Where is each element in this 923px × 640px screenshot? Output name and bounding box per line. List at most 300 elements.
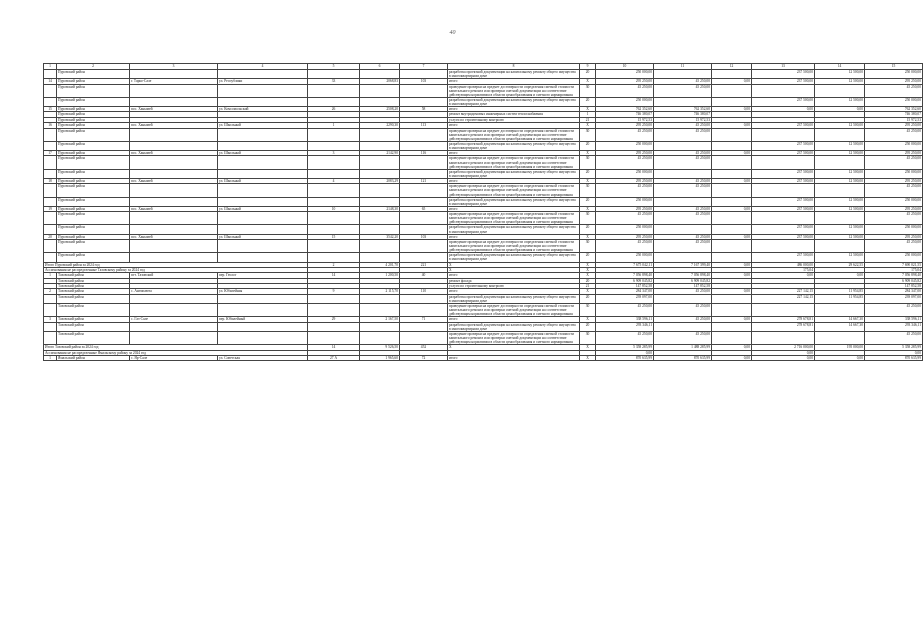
table-cell: 0,00 (712, 123, 752, 128)
table-cell: 9 526,50 (360, 345, 400, 350)
table-cell (130, 294, 218, 303)
table-cell: разработка проектной документации на капитальному ремонту общего имущества в многоквартирном доме (448, 253, 580, 262)
table-cell: Пуровский район (57, 123, 130, 128)
table-cell: 295 250,00 (865, 123, 923, 128)
table-cell: проведение проверки на предмет достоверности определения сметной стоимости капитального ремонта или проверки сметной документации на соответствие действующим нормативам в области ценообразования и сметного нормирования (448, 184, 580, 197)
table-cell: 45 250,00 (865, 331, 923, 344)
table-cell (44, 156, 57, 169)
table-cell (308, 322, 360, 331)
table-cell (815, 212, 865, 225)
table-cell: 0,00 (596, 350, 654, 355)
table-cell: 12 500,00 (815, 253, 865, 262)
table-cell: 338 596,11 (596, 317, 654, 322)
table-cell (130, 184, 218, 197)
table-cell (400, 156, 448, 169)
table-cell: с. Яр-Сале (130, 355, 218, 360)
table-cell (218, 304, 308, 317)
table-cell: 0,00 (712, 206, 752, 211)
table-row (44, 294, 923, 303)
table-cell (130, 331, 218, 344)
table-cell: X (580, 262, 596, 267)
table-cell: 2083,29 (360, 178, 400, 183)
table-cell: 45 250,00 (865, 84, 923, 97)
table-cell (712, 294, 752, 303)
table-cell (654, 169, 712, 178)
table-cell: разработка проектной документации на капитальному ремонту общего имущества в многоквартирном доме (448, 97, 580, 106)
table-cell (400, 70, 448, 79)
table-cell: 295 250,00 (865, 79, 923, 84)
table-cell (130, 225, 218, 234)
table-cell: 7 056 898,40 (596, 273, 654, 278)
table-cell (308, 197, 360, 206)
table-row (44, 141, 923, 150)
table-cell: 0,00 (712, 345, 752, 350)
table-cell: Пуровский район (57, 206, 130, 211)
table-cell (360, 225, 400, 234)
table-cell (308, 253, 360, 262)
table-cell: Пуровский район (57, 169, 130, 178)
table-cell: Тазовский район (57, 317, 130, 322)
table-cell (360, 331, 400, 344)
table-cell: 0,00 (865, 350, 923, 355)
table-cell (44, 304, 57, 317)
table-cell (360, 156, 400, 169)
table-cell: 870 635,99 (596, 355, 654, 360)
table-cell: 15 (308, 234, 360, 239)
table-cell: 21 (580, 284, 596, 289)
table-cell: 45 250,00 (865, 212, 923, 225)
table-cell: 12 500,00 (815, 178, 865, 183)
table-cell: 5 358 285,99 (865, 345, 923, 350)
table-cell (44, 70, 57, 79)
table-cell: Пуровский район (57, 225, 130, 234)
table-cell: 0,00 (712, 289, 752, 294)
table-cell (130, 304, 218, 317)
table-cell: 0,00 (712, 107, 752, 112)
table-cell: Пуровский район (57, 70, 130, 79)
table-cell: 45 250,00 (596, 240, 654, 253)
table-cell: Тазовский район (57, 331, 130, 344)
table-cell: 7 056 898,40 (865, 273, 923, 278)
table-row (44, 240, 923, 253)
table-cell: г. Тарко-Сале (130, 79, 218, 84)
table-cell: 45 250,00 (596, 184, 654, 197)
column-number-cell: 2 (57, 64, 130, 70)
table-cell (400, 141, 448, 150)
table-cell: итого (448, 355, 580, 360)
table-cell: 18 (44, 178, 57, 183)
table-cell: 250 000,00 (596, 253, 654, 262)
table-cell (712, 322, 752, 331)
table-cell: 20 (580, 294, 596, 303)
table-cell (130, 84, 218, 97)
table-cell (308, 84, 360, 97)
table-cell: 103 (400, 234, 448, 239)
table-cell: 45 250,00 (865, 128, 923, 141)
table-cell: 237 500,00 (752, 253, 815, 262)
table-cell: 12 500,00 (815, 225, 865, 234)
table-cell: 237 500,00 (752, 151, 815, 156)
table-cell: 20 (580, 97, 596, 106)
table-cell (130, 141, 218, 150)
table-cell: 2 716 000,00 (752, 345, 815, 350)
table-cell: 147 852,58 (654, 284, 712, 289)
table-cell: Пуровский район (57, 240, 130, 253)
table-cell: 72 (400, 355, 448, 360)
table-cell (712, 240, 752, 253)
table-cell (815, 156, 865, 169)
table-cell: 6 909 045,82 (865, 278, 923, 283)
table-cell: 14 (308, 273, 360, 278)
table-cell: 284 347,00 (596, 289, 654, 294)
table-cell (44, 225, 57, 234)
table-cell: 250 000,00 (596, 97, 654, 106)
table-cell: 295 250,00 (596, 206, 654, 211)
table-cell: 71 (400, 317, 448, 322)
table-cell: X (580, 206, 596, 211)
table-cell (130, 70, 218, 79)
table-row (44, 304, 923, 317)
table-cell (712, 97, 752, 106)
table-cell: 116 (400, 151, 448, 156)
table-cell: 762 352,60 (865, 107, 923, 112)
subtotal-label: Ассигнования не распределенные Ямальскому району за 2024 год (44, 350, 308, 355)
table-cell (360, 197, 400, 206)
table-cell: 45 250,00 (654, 304, 712, 317)
table-cell (308, 240, 360, 253)
table-cell (712, 128, 752, 141)
table-cell: итого (448, 206, 580, 211)
table-cell (218, 84, 308, 97)
table-cell: 0,00 (815, 107, 865, 112)
table-cell: 278 678,81 (752, 317, 815, 322)
table-cell: 45 250,00 (654, 317, 712, 322)
table-cell: X (580, 273, 596, 278)
table-cell (130, 156, 218, 169)
table-cell: 45 250,00 (654, 240, 712, 253)
table-cell: 12 500,00 (815, 169, 865, 178)
table-cell: 30 (580, 240, 596, 253)
table-cell: X (580, 267, 596, 272)
table-cell: 237 500,00 (752, 197, 815, 206)
table-cell: 250 000,00 (865, 225, 923, 234)
table-cell: 295 250,00 (865, 151, 923, 156)
table-cell: Пуровский район (57, 197, 130, 206)
table-cell: 195 000,00 (815, 345, 865, 350)
table-cell: 870 635,99 (865, 355, 923, 360)
table-cell: 250 000,00 (865, 141, 923, 150)
table-cell: 1 (44, 273, 57, 278)
table-cell: с. Газ-Сале (130, 317, 218, 322)
table-cell (218, 184, 308, 197)
table-cell (400, 240, 448, 253)
table-cell: 2 (44, 289, 57, 294)
table-row (44, 253, 923, 262)
subtotal-label: Итого Пуровский район за 2024 год (44, 262, 308, 267)
table-cell: итого (448, 151, 580, 156)
table-cell: 295 250,00 (865, 234, 923, 239)
table-cell: Пуровский район (57, 112, 130, 117)
table-cell (815, 84, 865, 97)
table-cell: 12 500,00 (815, 141, 865, 150)
table-cell (654, 70, 712, 79)
table-cell: 237 500,00 (752, 79, 815, 84)
table-cell: 21 (580, 117, 596, 122)
table-cell: проведение проверки на предмет достоверности определения сметной стоимости капитального ремонта или проверки сметной документации на соответствие действующим нормативам в области ценообразования и сметного нормирования (448, 331, 580, 344)
table-cell (44, 294, 57, 303)
column-number-cell: 1 (44, 64, 57, 70)
table-cell (712, 225, 752, 234)
table-cell: 746 380,07 (865, 112, 923, 117)
capital-repair-register-table (43, 63, 923, 361)
table-cell: 45 250,00 (596, 304, 654, 317)
table-cell: итого (448, 79, 580, 84)
table-cell: разработка проектной документации на капитальному ремонту общего имущества в многоквартирном доме (448, 70, 580, 79)
table-cell: 762 352,60 (654, 107, 712, 112)
table-cell: 147 852,58 (865, 284, 923, 289)
table-cell: 14 (44, 79, 57, 84)
table-cell (654, 294, 712, 303)
table-cell: проведение проверки на предмет достоверности определения сметной стоимости капитального ремонта или проверки сметной документации на соответствие действующим нормативам в области ценообразования и сметного нормирования (448, 212, 580, 225)
table-cell: 227 142,15 (752, 294, 815, 303)
table-cell: ремонт фасада (448, 278, 580, 283)
table-cell: 45 250,00 (654, 84, 712, 97)
table-cell: 15 972,53 (596, 117, 654, 122)
table-cell (654, 322, 712, 331)
table-cell: ул. Школьный (218, 234, 308, 239)
table-cell: 0,00 (712, 151, 752, 156)
table-cell: X (580, 123, 596, 128)
table-cell: 11 954,85 (815, 294, 865, 303)
table-cell: 239 097,00 (596, 294, 654, 303)
table-cell: 3 (44, 317, 57, 322)
table-cell: X (580, 178, 596, 183)
table-cell (815, 304, 865, 317)
table-cell (360, 304, 400, 317)
table-cell: 14 667,30 (815, 317, 865, 322)
table-cell: пос. Ханымей (130, 178, 218, 183)
table-cell: Пуровский район (57, 151, 130, 156)
table-cell: разработка проектной документации на капитальному ремонту общего имущества в многоквартирном доме (448, 141, 580, 150)
table-cell: итого (448, 234, 580, 239)
table-cell: X (580, 317, 596, 322)
column-number-cell: 9 (580, 64, 596, 70)
table-cell: Пуровский район (57, 97, 130, 106)
table-cell: 0,00 (712, 79, 752, 84)
table-cell (752, 184, 815, 197)
table-cell: 295 250,00 (596, 123, 654, 128)
table-cell (712, 141, 752, 150)
table-cell (654, 197, 712, 206)
table-cell: X (448, 262, 580, 267)
page-number: 40 (449, 30, 456, 36)
table-cell (130, 128, 218, 141)
table-cell: 250 000,00 (865, 197, 923, 206)
table-cell: Тазовский район (57, 278, 130, 283)
table-cell: 0,00 (752, 350, 815, 355)
table-cell: 250 000,00 (596, 225, 654, 234)
table-cell (308, 331, 360, 344)
table-cell (712, 169, 752, 178)
table-cell (654, 97, 712, 106)
table-cell: 45 250,00 (654, 289, 712, 294)
table-cell: 237 500,00 (752, 123, 815, 128)
table-row (44, 197, 923, 206)
table-cell: 295 250,00 (596, 234, 654, 239)
table-cell: X (580, 289, 596, 294)
table-cell: 6 909 045,82 (654, 278, 712, 283)
table-cell (44, 212, 57, 225)
table-cell: 15 972,53 (865, 117, 923, 122)
table-cell (712, 156, 752, 169)
table-cell: 2 (308, 262, 360, 267)
table-cell (360, 240, 400, 253)
table-cell (218, 322, 308, 331)
table-cell: 20 (580, 169, 596, 178)
table-cell (815, 184, 865, 197)
table-cell: Тазовский район (57, 322, 130, 331)
table-cell (44, 141, 57, 150)
table-cell: 15 972,53 (654, 117, 712, 122)
table-cell: проведение проверки на предмет достоверности определения сметной стоимости капитального ремонта или проверки сметной документации на соответствие действующим нормативам в области ценообразования и сметного нормирования (448, 156, 580, 169)
table-cell (130, 322, 218, 331)
table-cell: 45 250,00 (654, 206, 712, 211)
table-cell: 250 000,00 (865, 97, 923, 106)
table-cell (44, 169, 57, 178)
table-cell: 0,00 (712, 355, 752, 360)
column-number-cell: 13 (752, 64, 815, 70)
table-cell: 227 142,15 (752, 289, 815, 294)
table-cell (360, 128, 400, 141)
table-cell: 45 250,00 (596, 212, 654, 225)
table-cell: пос. Ханымей (130, 206, 218, 211)
table-cell: X (580, 345, 596, 350)
table-cell: X (448, 345, 580, 350)
table-cell: 29 622,55 (815, 262, 865, 267)
table-cell: 147 852,58 (596, 284, 654, 289)
table-cell (712, 331, 752, 344)
table-cell: 2 167,50 (360, 317, 400, 322)
table-cell (360, 169, 400, 178)
table-cell: с. Антипаюта (130, 289, 218, 294)
table-cell: 14 667,30 (815, 322, 865, 331)
table-cell: 295 250,00 (596, 178, 654, 183)
table-cell (308, 70, 360, 79)
table-cell: пер. Юбилейный (218, 317, 308, 322)
table-cell: 45 250,00 (654, 123, 712, 128)
table-cell (308, 169, 360, 178)
table-cell: 250 000,00 (596, 197, 654, 206)
table-cell: 250 000,00 (596, 141, 654, 150)
table-cell: 45 250,00 (865, 184, 923, 197)
table-cell: 284 347,00 (865, 289, 923, 294)
table-cell: 2 115,70 (360, 289, 400, 294)
table-cell (218, 169, 308, 178)
column-number-cell: 15 (865, 64, 923, 70)
table-cell: услуги по строительному контролю (448, 284, 580, 289)
table-cell: итого (448, 178, 580, 183)
table-cell: 237 500,00 (752, 70, 815, 79)
table-cell (44, 331, 57, 344)
table-cell: 1 (308, 123, 360, 128)
table-cell: Тазовский район (57, 273, 130, 278)
table-cell: 14 (308, 345, 360, 350)
table-cell: 7 675 042,11 (596, 262, 654, 267)
table-cell (218, 212, 308, 225)
table-cell: 0,00 (752, 273, 815, 278)
table-cell: Тазовский район (57, 289, 130, 294)
table-cell (752, 128, 815, 141)
table-cell: X (580, 151, 596, 156)
table-cell: ул. Школьный (218, 206, 308, 211)
table-cell: ул. Школьный (218, 151, 308, 156)
table-cell: 19 (44, 206, 57, 211)
table-cell (218, 294, 308, 303)
table-cell: ремонт внутридомовых инженерных систем теплоснабжения (448, 112, 580, 117)
table-cell: 45 250,00 (596, 331, 654, 344)
column-number-cell: 11 (654, 64, 712, 70)
table-cell: 9 (308, 289, 360, 294)
table-cell: 237 500,00 (752, 225, 815, 234)
table-cell: 33 (308, 79, 360, 84)
table-cell: 30 (580, 156, 596, 169)
table-cell: 30 (580, 304, 596, 317)
table-row (44, 128, 923, 141)
table-cell (400, 331, 448, 344)
table-row (44, 212, 923, 225)
table-cell: 746 380,07 (654, 112, 712, 117)
table-cell: 20 (580, 278, 596, 283)
table-cell: 40 (400, 273, 448, 278)
table-cell: 250 000,00 (865, 70, 923, 79)
column-number-cell: 3 (130, 64, 218, 70)
table-cell: 295 250,00 (865, 206, 923, 211)
table-cell: 45 250,00 (596, 84, 654, 97)
table-cell: X (580, 234, 596, 239)
column-number-cell: 6 (360, 64, 400, 70)
table-cell: 45 250,00 (654, 178, 712, 183)
column-number-cell: 8 (448, 64, 580, 70)
table-cell: 0,00 (815, 273, 865, 278)
table-cell (400, 128, 448, 141)
table-cell: 10 (308, 206, 360, 211)
table-cell: 1 200,50 (360, 273, 400, 278)
table-cell: 237 500,00 (752, 234, 815, 239)
table-cell: 1 488 285,99 (654, 345, 712, 350)
table-cell: 293 346,11 (865, 322, 923, 331)
table-cell: 30 (580, 331, 596, 344)
table-cell (815, 128, 865, 141)
table-row (44, 97, 923, 106)
table-cell: 45 250,00 (654, 128, 712, 141)
table-cell: 30 (580, 128, 596, 141)
table-cell (308, 304, 360, 317)
table-cell (130, 240, 218, 253)
table-cell (752, 84, 815, 97)
table-cell: 250 000,00 (596, 70, 654, 79)
table-cell: 20 (44, 234, 57, 239)
table-cell: проведение проверки на предмет достоверности определения сметной стоимости капитального ремонта или проверки сметной документации на соответствие действующим нормативам в области ценообразования и сметного нормирования (448, 84, 580, 97)
table-cell: 16 (44, 123, 57, 128)
table-cell: Ямальский район (57, 355, 130, 360)
table-cell: 0,00 (752, 355, 815, 360)
table-cell: 45 250,00 (865, 304, 923, 317)
table-cell (360, 294, 400, 303)
table-cell (654, 253, 712, 262)
table-cell: 221 (400, 262, 448, 267)
table-cell: разработка проектной документации на капитальному ремонту общего имущества в многоквартирном доме (448, 169, 580, 178)
table-cell: ул. Школьный (218, 178, 308, 183)
